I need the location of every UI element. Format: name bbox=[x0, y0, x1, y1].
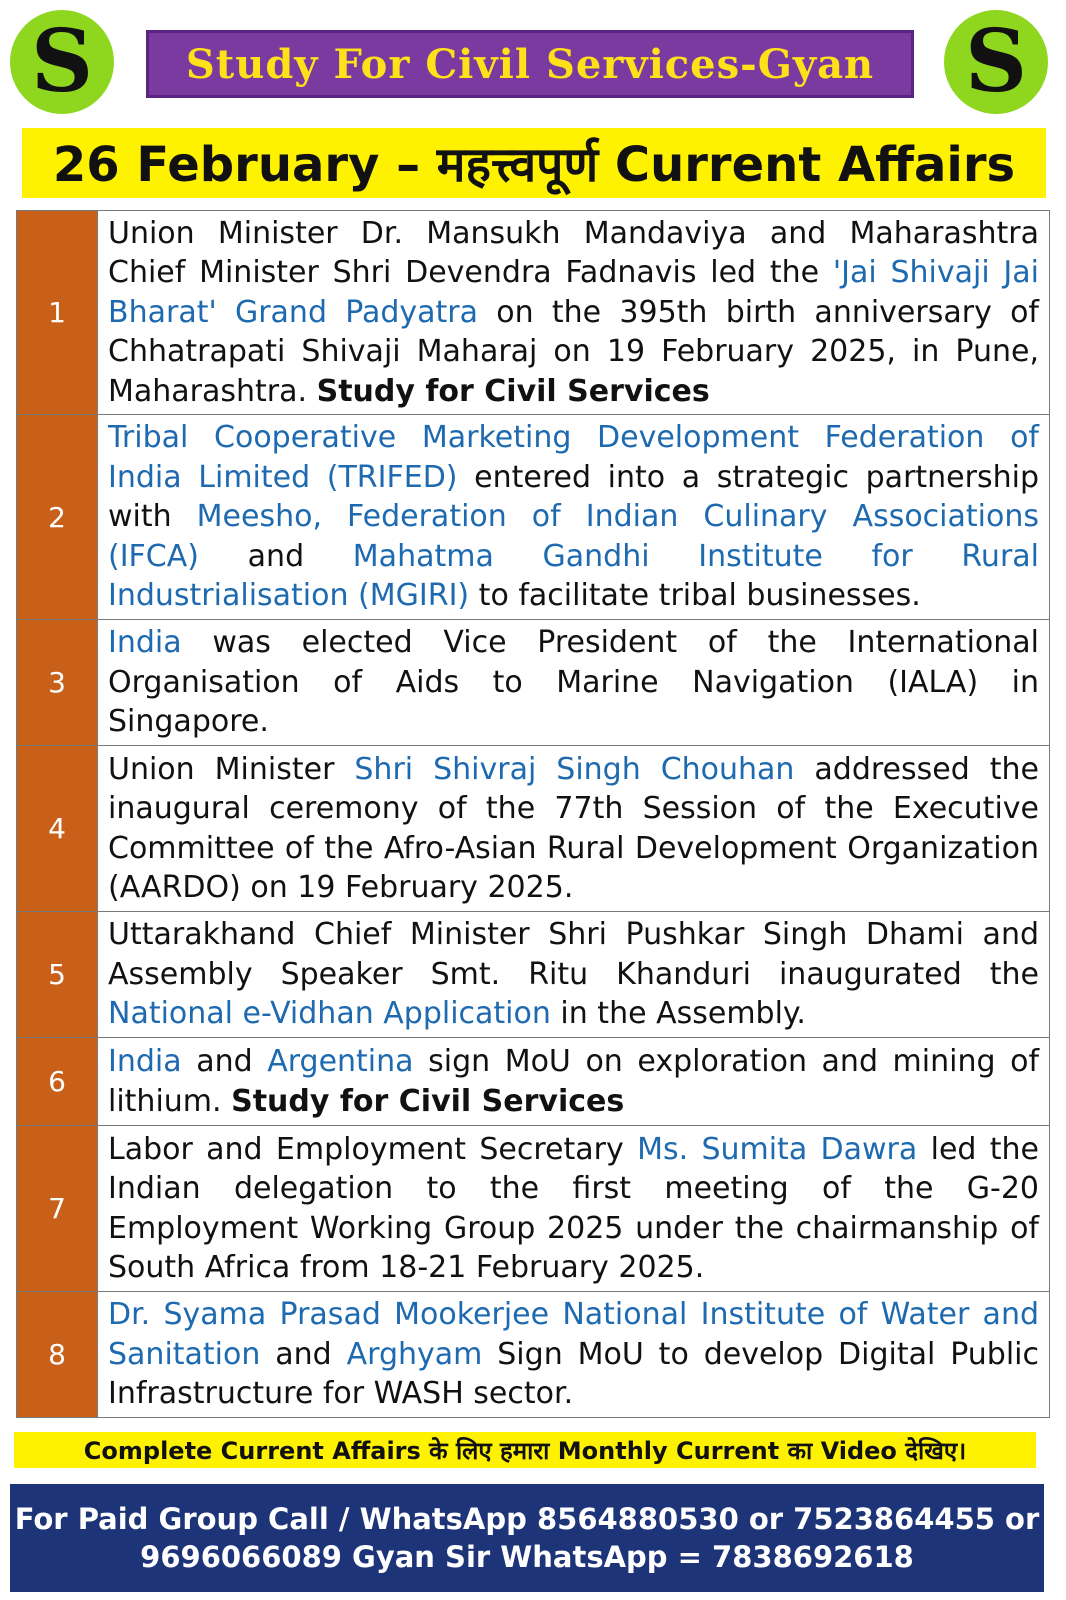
highlighted-text: Argentina bbox=[267, 1044, 414, 1079]
highlighted-text: Mahatma Gandhi Institute for Rural Industrialisation (MGIRI) bbox=[108, 538, 1039, 614]
row-text bbox=[98, 746, 1050, 912]
text-segment: sign MoU on exploration and mining of lithium. bbox=[108, 1044, 1040, 1119]
row-number: 2 bbox=[17, 415, 98, 620]
table-row bbox=[17, 1126, 1050, 1292]
highlighted-text: Tribal Cooperative Marketing Development Federation of India Limited (TRIFED) bbox=[108, 420, 1039, 495]
contact-line-2: 9696066089 Gyan Sir WhatsApp = 7838692618 bbox=[140, 1540, 914, 1574]
row-text bbox=[98, 1038, 1050, 1126]
row-text bbox=[98, 912, 1050, 1038]
row-number: 7 bbox=[17, 1126, 98, 1292]
text-segment: Union Minister Dr. Mansukh Mandaviya and Maharashtra Chief Minister Shri Devendra Fadnavis led the bbox=[108, 215, 1039, 291]
table-row bbox=[17, 415, 1050, 620]
highlighted-text: National e-Vidhan Application bbox=[108, 996, 551, 1032]
highlighted-text: India bbox=[108, 625, 182, 661]
table-row bbox=[17, 1038, 1050, 1126]
highlighted-text: Arghyam bbox=[346, 1336, 483, 1372]
row-number: 3 bbox=[17, 620, 98, 746]
text-segment: to facilitate tribal businesses. bbox=[469, 578, 921, 614]
text-segment: and bbox=[260, 1336, 347, 1372]
text-segment: Sign MoU to develop Digital Public Infrastructure for WASH sector. bbox=[108, 1336, 1039, 1412]
watermark-text: Study for Civil Services bbox=[316, 373, 710, 409]
row-text bbox=[98, 211, 1050, 415]
text-segment: Labor and Employment Secretary bbox=[108, 1131, 638, 1167]
text-segment: and bbox=[198, 538, 353, 574]
text-segment: entered into a strategic partnership with bbox=[108, 459, 1039, 535]
page-title: 26 February – महत्त्वपूर्ण Current Affairs bbox=[22, 128, 1046, 198]
text-segment: and bbox=[181, 1044, 268, 1079]
brand-title: Study For Civil Services-Gyan bbox=[146, 30, 914, 98]
highlighted-text: Shri Shivraj Singh Chouhan bbox=[354, 751, 795, 787]
text-segment: Union Minister bbox=[108, 751, 355, 787]
monthly-video-notice: Complete Current Affairs के लिए हमारा Monthly Current का Video देखिए। bbox=[14, 1432, 1036, 1468]
watermark-text: Study for Civil Services bbox=[231, 1083, 625, 1119]
current-affairs-table bbox=[16, 210, 1050, 1418]
highlighted-text: Meesho, Federation of Indian Culinary Associations (IFCA) bbox=[108, 499, 1039, 574]
highlighted-text: India bbox=[108, 1044, 182, 1079]
table-row bbox=[17, 912, 1050, 1038]
row-number: 4 bbox=[17, 746, 98, 912]
text-segment: addressed the inaugural ceremony of the 77th Session of the Executive Committee of the Afro-Asian Rural Development Organization (AARDO) on 19 February 2025. bbox=[108, 751, 1039, 905]
table-row bbox=[17, 746, 1050, 912]
highlighted-text: Ms. Sumita Dawra bbox=[637, 1131, 918, 1167]
highlighted-text: 'Jai Shivaji Jai Bharat' Grand Padyatra bbox=[108, 255, 1040, 330]
text-segment: was elected Vice President of the International Organisation of Aids to Marine Navigation (IALA) in Singapore. bbox=[108, 625, 1039, 740]
row-number: 6 bbox=[17, 1038, 98, 1126]
table-row bbox=[17, 1292, 1050, 1418]
row-text bbox=[98, 1292, 1050, 1418]
table-row bbox=[17, 211, 1050, 415]
text-segment: Uttarakhand Chief Minister Shri Pushkar Singh Dhami and Assembly Speaker Smt. Ritu Khanduri inaugurated the bbox=[108, 917, 1039, 992]
row-number: 8 bbox=[17, 1292, 98, 1418]
contact-banner bbox=[10, 1484, 1044, 1592]
row-number: 1 bbox=[17, 211, 98, 415]
row-text bbox=[98, 415, 1050, 620]
logo-left: S bbox=[10, 10, 114, 114]
table-row bbox=[17, 620, 1050, 746]
contact-line-1: For Paid Group Call / WhatsApp 8564880530 or 7523864455 or bbox=[14, 1502, 1040, 1536]
row-text bbox=[98, 1126, 1050, 1292]
text-segment: on the 395th birth anniversary of Chhatrapati Shivaji Maharaj on 19 February 2025, in Pune, Maharashtra. bbox=[108, 294, 1039, 409]
row-text bbox=[98, 620, 1050, 746]
logo-right: S bbox=[944, 10, 1048, 114]
row-number: 5 bbox=[17, 912, 98, 1038]
text-segment: in the Assembly. bbox=[550, 996, 806, 1032]
highlighted-text: Dr. Syama Prasad Mookerjee National Institute of Water and Sanitation bbox=[108, 1297, 1039, 1372]
text-segment: led the Indian delegation to the first meeting of the G-20 Employment Working Group 2025 under the chairmanship of South Africa from 18-21 February 2025. bbox=[108, 1131, 1040, 1285]
